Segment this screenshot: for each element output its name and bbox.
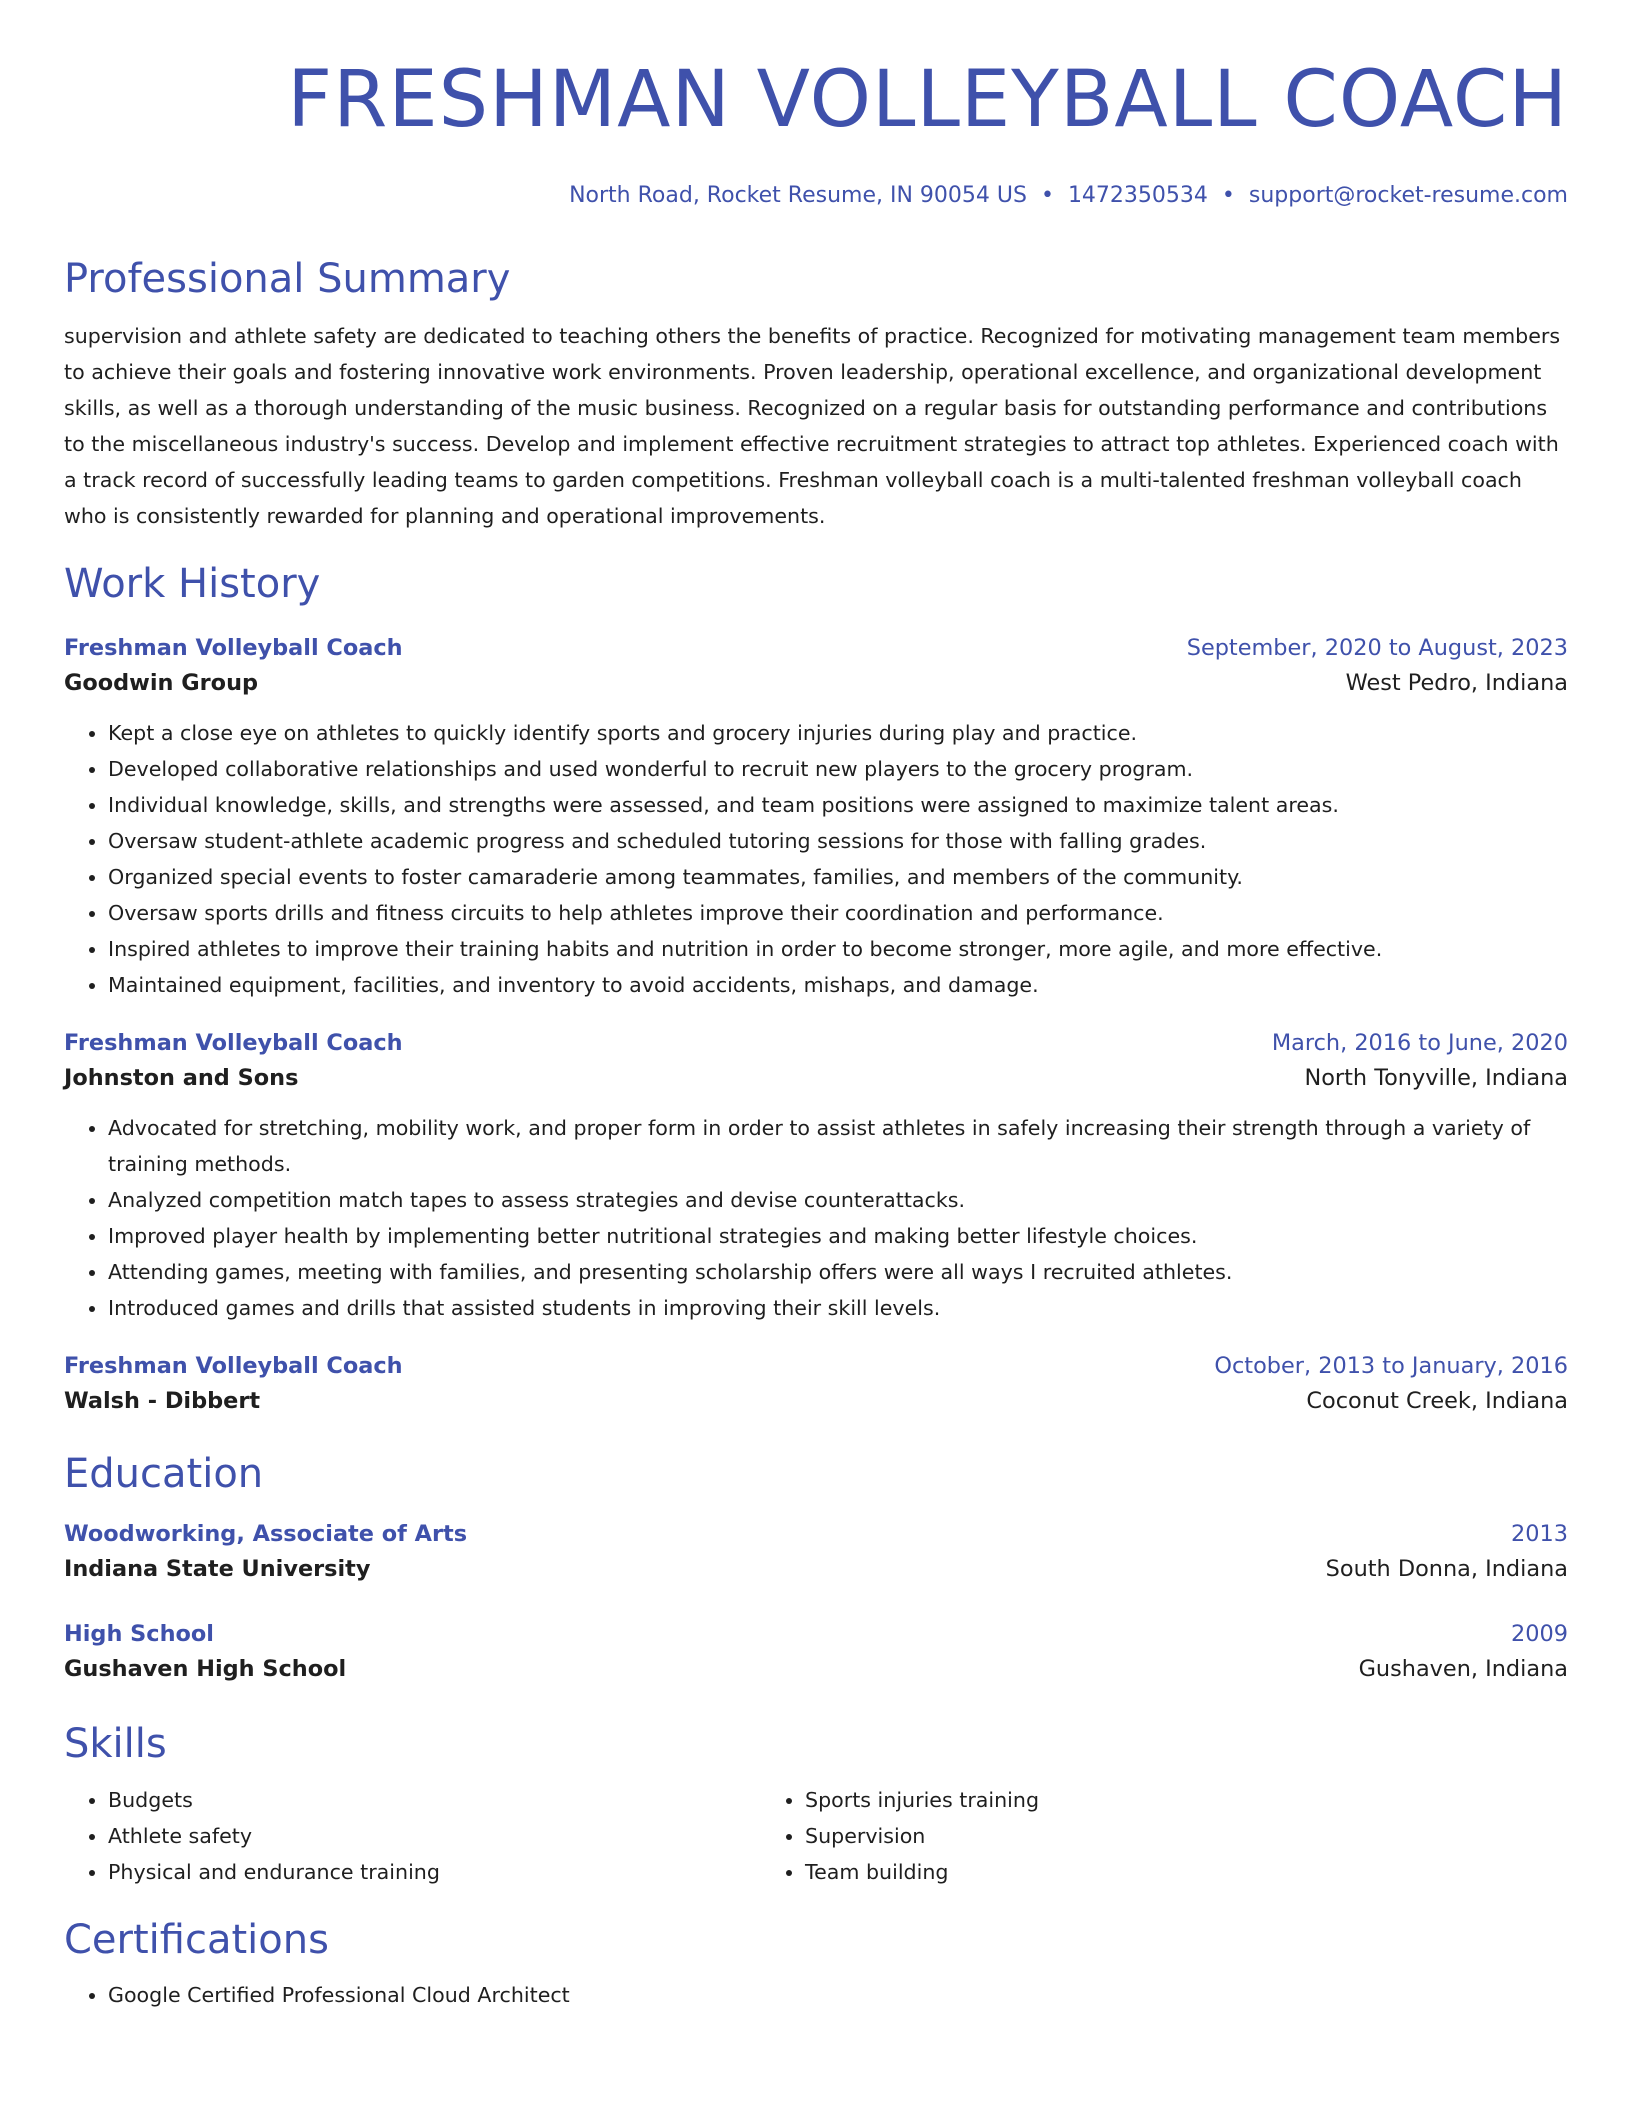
duty-item: • Introduced games and drills that assisted students in improving their skill levels. — [108, 1290, 1568, 1326]
job-entry — [64, 632, 1568, 1003]
skill-item: • Athlete safety — [108, 1818, 761, 1854]
duty-item: • Individual knowledge, skills, and strengths were assessed, and team positions were assigned to maximize talent areas. — [108, 787, 1568, 823]
duty-item: • Analyzed competition match tapes to assess strategies and devise counterattacks. — [108, 1182, 1568, 1218]
duty-item: • Attending games, meeting with families, and presenting scholarship offers were all ways I recruited athletes. — [108, 1254, 1568, 1290]
job-location: West Pedro, Indiana — [1345, 670, 1568, 696]
certifications-list — [64, 1977, 1568, 2013]
school-location: Gushaven, Indiana — [1358, 1656, 1568, 1682]
summary-text: supervision and athlete safety are dedicated to teaching others the benefits of practice. Recognized for motivating management team members to achieve their goals and fostering innovative work environments. Proven leadership, operational excellence, and organizational development skills, as well as a thorough understanding of the music business. Recognized on a regular basis for outstanding performance and contributions to the miscellaneous industry's success. Develop and implement effective recruitment strategies to attract top athletes. Experienced coach with a track record of successfully leading teams to garden competitions. Freshman volleyball coach is a multi-talented freshman volleyball coach who is consistently rewarded for planning and operational improvements. — [64, 324, 1561, 528]
skill-item: • Sports injuries training — [805, 1782, 1458, 1818]
school-name: Indiana State University — [64, 1556, 371, 1582]
school-location: South Donna, Indiana — [1325, 1556, 1568, 1582]
job-entry — [64, 1350, 1568, 1420]
duty-item: • Developed collaborative relationships and used wonderful to recruit new players to the grocery program. — [108, 751, 1568, 787]
education-entry — [64, 1618, 1568, 1688]
duty-item: • Improved player health by implementing better nutritional strategies and making better lifestyle choices. — [108, 1218, 1568, 1254]
skill-item: • Team building — [805, 1854, 1458, 1890]
education-entry — [64, 1518, 1568, 1588]
skills-grid — [64, 1782, 1568, 1890]
job-dates: September, 2020 to August, 2023 — [1186, 635, 1568, 661]
skill-item: • Budgets — [108, 1782, 761, 1818]
work-history-heading: Work History — [64, 561, 321, 607]
duty-item: • Kept a close eye on athletes to quickly identify sports and grocery injuries during play and practice. — [108, 715, 1568, 751]
contact-phone: 1472350534 — [1067, 183, 1208, 208]
job-title: Freshman Volleyball Coach — [64, 635, 403, 661]
graduation-year: 2013 — [1511, 1521, 1568, 1547]
education-heading: Education — [64, 1451, 264, 1497]
job-dates: October, 2013 to January, 2016 — [1214, 1353, 1568, 1379]
degree-name: High School — [64, 1621, 214, 1647]
job-location: Coconut Creek, Indiana — [1306, 1388, 1568, 1414]
job-duties — [64, 1110, 1568, 1326]
duty-item: • Inspired athletes to improve their training habits and nutrition in order to become stronger, more agile, and more effective. — [108, 931, 1568, 967]
skill-item: • Supervision — [805, 1818, 1458, 1854]
job-entry — [64, 1027, 1568, 1326]
skills-column-right — [761, 1782, 1458, 1890]
contact-line — [64, 181, 1568, 211]
skills-heading: Skills — [64, 1721, 167, 1767]
graduation-year: 2009 — [1511, 1621, 1568, 1647]
duty-item: • Oversaw student-athlete academic progress and scheduled tutoring sessions for those with falling grades. — [108, 823, 1568, 859]
job-company: Johnston and Sons — [64, 1065, 299, 1091]
skills-column-left — [64, 1782, 761, 1890]
contact-address: North Road, Rocket Resume, IN 90054 US — [569, 183, 1027, 208]
degree-name: Woodworking, Associate of Arts — [64, 1521, 468, 1547]
job-company: Goodwin Group — [64, 670, 259, 696]
skill-item: • Physical and endurance training — [108, 1854, 761, 1890]
contact-separator: • — [1040, 183, 1054, 208]
job-company: Walsh - Dibbert — [64, 1388, 261, 1414]
job-title: Freshman Volleyball Coach — [64, 1030, 403, 1056]
candidate-name: FRESHMAN VOLLEYBALL COACH — [287, 55, 1568, 145]
contact-separator: • — [1221, 183, 1235, 208]
duty-item: • Advocated for stretching, mobility work, and proper form in order to assist athletes in safely increasing their strength through a variety of training methods. — [108, 1110, 1568, 1182]
job-duties — [64, 715, 1568, 1003]
job-location: North Tonyville, Indiana — [1304, 1065, 1568, 1091]
summary-heading: Professional Summary — [64, 256, 511, 302]
contact-email[interactable]: support@rocket-resume.com — [1248, 183, 1568, 208]
certification-item: • Google Certified Professional Cloud Architect — [108, 1977, 1568, 2013]
job-title: Freshman Volleyball Coach — [64, 1353, 403, 1379]
duty-item: • Maintained equipment, facilities, and inventory to avoid accidents, mishaps, and damage. — [108, 967, 1568, 1003]
certifications-heading: Certifications — [64, 1917, 329, 1963]
job-dates: March, 2016 to June, 2020 — [1271, 1030, 1568, 1056]
duty-item: • Organized special events to foster camaraderie among teammates, families, and members of the community. — [108, 859, 1568, 895]
school-name: Gushaven High School — [64, 1656, 347, 1682]
duty-item: • Oversaw sports drills and fitness circuits to help athletes improve their coordination and performance. — [108, 895, 1568, 931]
